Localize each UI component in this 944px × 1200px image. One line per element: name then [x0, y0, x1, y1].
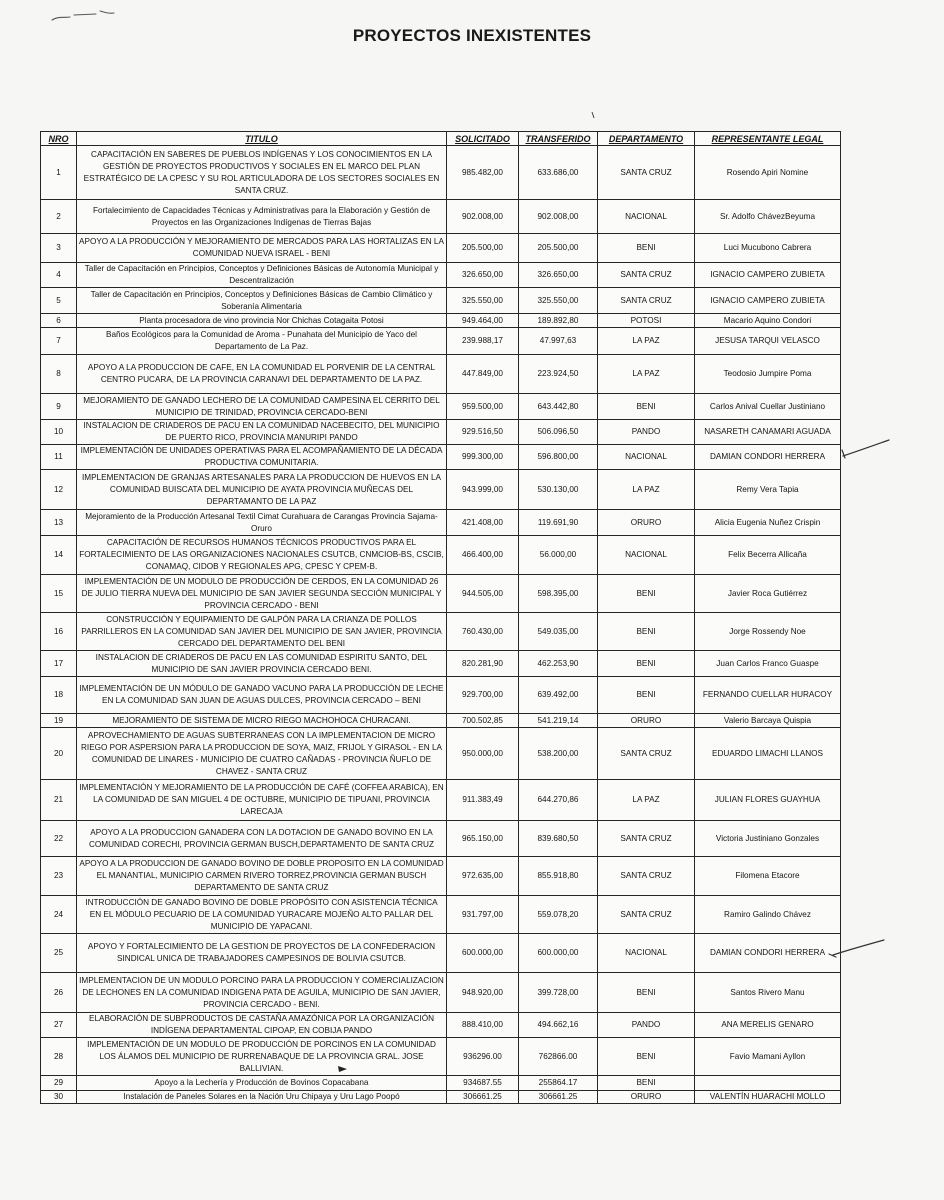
cell-departamento: BENI: [598, 973, 695, 1013]
cell-titulo: Taller de Capacitación en Principios, Conceptos y Definiciones Básicas de Cambio Climático y Soberanía Alimentaria: [77, 288, 447, 314]
cell-departamento: BENI: [598, 394, 695, 420]
cell-departamento: NACIONAL: [598, 445, 695, 470]
cell-departamento: NACIONAL: [598, 934, 695, 973]
cell-representante-legal: Valerio Barcaya Quispia: [695, 714, 841, 728]
cell-solicitado: 326.650,00: [447, 263, 519, 288]
cell-solicitado: 421.408,00: [447, 510, 519, 536]
cell-nro: 14: [41, 536, 77, 575]
cell-titulo: IMPLEMENTACIÓN DE UN MÓDULO DE GANADO VACUNO PARA LA PRODUCCIÓN DE LECHE EN LA COMUNIDAD SAN JUAN DE AGUAS DULCES, PROVINCIA CERCADO – BENI: [77, 677, 447, 714]
cell-titulo: CAPACITACIÓN EN SABERES DE PUEBLOS INDÍGENAS Y LOS CONOCIMIENTOS EN LA GESTIÓN DE PROYECTOS PRODUCTIVOS Y SOCIALES EN EL MARCO DEL PLAN ESTRATÉGICO DE LA CPESC Y SU ROL ARTICULADORA DE LOS SECTORES SOCIALES EN SANTA CRUZ.: [77, 146, 447, 200]
cell-transferido: 530.130,00: [519, 470, 598, 510]
cell-titulo: APOYO A LA PRODUCCION DE GANADO BOVINO DE DOBLE PROPOSITO EN LA COMUNIDAD EL MANANTIAL, MUNICIPIO CARMEN RIVERO TORREZ,PROVINCIA GERMAN BUSCH DEPARTAMENTO DE SANTA CRUZ: [77, 857, 447, 896]
cell-transferido: 255864.17: [519, 1076, 598, 1091]
table-row: [41, 200, 841, 234]
cell-representante-legal: Jorge Rossendy Noe: [695, 613, 841, 651]
cell-nro: 16: [41, 613, 77, 651]
cell-solicitado: 950.000,00: [447, 728, 519, 780]
cell-transferido: 600.000,00: [519, 934, 598, 973]
cell-representante-legal: Carlos Anival Cuellar Justiniano: [695, 394, 841, 420]
cell-departamento: LA PAZ: [598, 470, 695, 510]
table-row: [41, 714, 841, 728]
table-row: [41, 613, 841, 651]
cell-transferido: 559.078,20: [519, 896, 598, 934]
table-row: [41, 288, 841, 314]
cell-departamento: ORURO: [598, 1091, 695, 1104]
cell-solicitado: 944.505,00: [447, 575, 519, 613]
cell-titulo: IMPLEMENTACION DE UN MODULO PORCINO PARA LA PRODUCCION Y COMERCIALIZACION DE LECHONES EN LA COMUNIDAD INDIGENA PATA DE AGUILA, MUNICIPIO DE SAN JAVIER, PROVINCIA CERCADO - BENI.: [77, 973, 447, 1013]
projects-table: [40, 131, 841, 1104]
cell-representante-legal: VALENTÍN HUARACHI MOLLO: [695, 1091, 841, 1104]
cell-titulo: APOYO A LA PRODUCCION GANADERA CON LA DOTACION DE GANADO BOVINO EN LA COMUNIDAD CORECHI, PROVINCIA GERMAN BUSCH,DEPARTAMENTO DE SANTA CRUZ: [77, 821, 447, 857]
cell-titulo: MEJORAMIENTO DE GANADO LECHERO DE LA COMUNIDAD CAMPESINA EL CERRITO DEL MUNICIPIO DE TRINIDAD, PROVINCIA CERCADO-BENI: [77, 394, 447, 420]
cell-departamento: SANTA CRUZ: [598, 896, 695, 934]
table-body: [41, 146, 841, 1104]
handwritten-mark: [592, 112, 594, 118]
table-row: [41, 1091, 841, 1104]
cell-nro: 3: [41, 234, 77, 263]
cell-representante-legal: Victoria Justiniano Gonzales: [695, 821, 841, 857]
table-row: [41, 1076, 841, 1091]
cell-nro: 20: [41, 728, 77, 780]
cell-solicitado: 999.300,00: [447, 445, 519, 470]
table-row: [41, 821, 841, 857]
cell-solicitado: 902.008,00: [447, 200, 519, 234]
cell-departamento: BENI: [598, 1038, 695, 1076]
cell-departamento: SANTA CRUZ: [598, 857, 695, 896]
cell-departamento: SANTA CRUZ: [598, 146, 695, 200]
table-row: [41, 677, 841, 714]
cell-departamento: ORURO: [598, 510, 695, 536]
cell-transferido: 494.662,16: [519, 1013, 598, 1038]
cell-transferido: 119.691,90: [519, 510, 598, 536]
cell-representante-legal: Juan Carlos Franco Guaspe: [695, 651, 841, 677]
table-row: [41, 234, 841, 263]
cell-transferido: 223.924,50: [519, 355, 598, 394]
cell-solicitado: 985.482,00: [447, 146, 519, 200]
header-representante-legal: REPRESENTANTE LEGAL: [695, 132, 841, 146]
table-row: [41, 934, 841, 973]
cell-solicitado: 948.920,00: [447, 973, 519, 1013]
cell-transferido: 325.550,00: [519, 288, 598, 314]
table-row: [41, 896, 841, 934]
cell-solicitado: 325.550,00: [447, 288, 519, 314]
cell-representante-legal: Favio Mamani Ayllon: [695, 1038, 841, 1076]
cell-titulo: IMPLEMENTACIÓN DE UNIDADES OPERATIVAS PARA EL ACOMPAÑAMIENTO DE LA DÉCADA PRODUCTIVA COMUNITARIA.: [77, 445, 447, 470]
cell-transferido: 855.918,80: [519, 857, 598, 896]
cell-solicitado: 205.500,00: [447, 234, 519, 263]
cell-titulo: INTRODUCCIÓN DE GANADO BOVINO DE DOBLE PROPÓSITO CON ASISTENCIA TÉCNICA EN EL MÓDULO PECUARIO DE LA COMUNIDAD YURACARE MOJEÑO ALTO PALLAR DEL MUNICIPIO DE YAPACANI.: [77, 896, 447, 934]
cell-titulo: Apoyo a la Lechería y Producción de Bovinos Copacabana: [77, 1076, 447, 1091]
table-row: [41, 445, 841, 470]
cell-representante-legal: ANA MERELIS GENARO: [695, 1013, 841, 1038]
cell-solicitado: 949.464,00: [447, 314, 519, 328]
handwritten-mark: [842, 440, 889, 458]
table-row: [41, 1038, 841, 1076]
cell-transferido: 839.680,50: [519, 821, 598, 857]
cell-representante-legal: EDUARDO LIMACHI LLANOS: [695, 728, 841, 780]
cell-representante-legal: Luci Mucubono Cabrera: [695, 234, 841, 263]
cell-nro: 19: [41, 714, 77, 728]
cell-nro: 29: [41, 1076, 77, 1091]
cell-solicitado: 936296.00: [447, 1038, 519, 1076]
cell-nro: 2: [41, 200, 77, 234]
table-row: [41, 857, 841, 896]
cell-solicitado: 760.430,00: [447, 613, 519, 651]
cell-representante-legal: IGNACIO CAMPERO ZUBIETA: [695, 288, 841, 314]
cell-titulo: MEJORAMIENTO DE SISTEMA DE MICRO RIEGO MACHOHOCA CHURACANI.: [77, 714, 447, 728]
cell-transferido: 47.997,63: [519, 328, 598, 355]
cell-nro: 11: [41, 445, 77, 470]
cell-nro: 5: [41, 288, 77, 314]
cell-representante-legal: FERNANDO CUELLAR HURACOY: [695, 677, 841, 714]
cell-departamento: BENI: [598, 651, 695, 677]
cell-solicitado: 929.516,50: [447, 420, 519, 445]
cell-representante-legal: Remy Vera Tapia: [695, 470, 841, 510]
cell-representante-legal: Santos Rivero Manu: [695, 973, 841, 1013]
cell-nro: 23: [41, 857, 77, 896]
cell-solicitado: 929.700,00: [447, 677, 519, 714]
cell-titulo: APOYO A LA PRODUCCIÓN Y MEJORAMIENTO DE MERCADOS PARA LAS HORTALIZAS EN LA COMUNIDAD NUEVA ISRAEL - BENI: [77, 234, 447, 263]
cell-transferido: 598.395,00: [519, 575, 598, 613]
cell-nro: 13: [41, 510, 77, 536]
cell-representante-legal: Sr. Adolfo ChávezBeyuma: [695, 200, 841, 234]
cell-solicitado: 820.281,90: [447, 651, 519, 677]
cell-transferido: 205.500,00: [519, 234, 598, 263]
cell-representante-legal: Alicia Eugenia Nuñez Crispin: [695, 510, 841, 536]
cell-representante-legal: Rosendo Apiri Nomine: [695, 146, 841, 200]
cell-transferido: 762866.00: [519, 1038, 598, 1076]
cell-transferido: 538.200,00: [519, 728, 598, 780]
cell-titulo: CONSTRUCCIÓN Y EQUIPAMIENTO DE GALPÓN PARA LA CRIANZA DE POLLOS PARRILLEROS EN LA COMUNIDAD SAN JAVIER DEL MUNICIPIO DE SAN JAVIER, PROVINCIA CERCADO DEL DEPARTAMENTO DEL BENI: [77, 613, 447, 651]
cell-departamento: BENI: [598, 234, 695, 263]
cell-titulo: IMPLEMENTACIÓN Y MEJORAMIENTO DE LA PRODUCCIÓN DE CAFÉ (COFFEA ARABICA), EN LA COMUNIDAD DE SAN MIGUEL 4 DE OCTUBRE, MUNICIPIO DE TIPUANI, PROVINCIA LARECAJA: [77, 780, 447, 821]
cell-solicitado: 700.502,85: [447, 714, 519, 728]
cell-titulo: Fortalecimiento de Capacidades Técnicas y Administrativas para la Elaboración y Gestión de Proyectos en las Organizaciones Indígenas de Tierras Bajas: [77, 200, 447, 234]
cell-departamento: LA PAZ: [598, 355, 695, 394]
cell-representante-legal: Felix Becerra Allicaña: [695, 536, 841, 575]
cell-transferido: 399.728,00: [519, 973, 598, 1013]
header-transferido: TRANSFERIDO: [519, 132, 598, 146]
cell-nro: 6: [41, 314, 77, 328]
cell-departamento: PANDO: [598, 1013, 695, 1038]
cell-titulo: IMPLEMENTACION DE GRANJAS ARTESANALES PARA LA PRODUCCION DE HUEVOS EN LA COMUNIDAD BUISCATA DEL MUNICIPIO DE AYATA PROVINCIA MUÑECAS DEL DEPARTAMANTO DE LA PAZ: [77, 470, 447, 510]
cell-departamento: LA PAZ: [598, 328, 695, 355]
header-solicitado: SOLICITADO: [447, 132, 519, 146]
cell-titulo: IMPLEMENTACIÓN DE UN MODULO DE PRODUCCIÓN DE CERDOS, EN LA COMUNIDAD 26 DE JULIO TIERRA NUEVA DEL MUNICIPIO DE SAN JAVIER SEGUNDA SECCIÓN MUNICIPAL Y PROVINCIA CERCADO - BENI: [77, 575, 447, 613]
cell-representante-legal: DAMIAN CONDORI HERRERA: [695, 445, 841, 470]
cell-nro: 17: [41, 651, 77, 677]
table-row: [41, 314, 841, 328]
cell-representante-legal: JESUSA TARQUI VELASCO: [695, 328, 841, 355]
table-row: [41, 973, 841, 1013]
cell-titulo: Taller de Capacitación en Principios, Conceptos y Definiciones Básicas de Autonomía Municipal y Descentralización: [77, 263, 447, 288]
cell-nro: 25: [41, 934, 77, 973]
cell-transferido: 644.270,86: [519, 780, 598, 821]
cell-departamento: SANTA CRUZ: [598, 728, 695, 780]
cell-transferido: 541.219,14: [519, 714, 598, 728]
cell-titulo: Planta procesadora de vino provincia Nor Chichas Cotagaita Potosi: [77, 314, 447, 328]
cell-departamento: POTOSI: [598, 314, 695, 328]
table-row: [41, 420, 841, 445]
table-row: [41, 536, 841, 575]
cell-departamento: BENI: [598, 613, 695, 651]
cell-transferido: 56.000,00: [519, 536, 598, 575]
cell-solicitado: 239.988,17: [447, 328, 519, 355]
cell-transferido: 643.442,80: [519, 394, 598, 420]
cell-departamento: NACIONAL: [598, 536, 695, 575]
cell-nro: 30: [41, 1091, 77, 1104]
cell-nro: 15: [41, 575, 77, 613]
cell-departamento: PANDO: [598, 420, 695, 445]
cell-departamento: SANTA CRUZ: [598, 288, 695, 314]
cell-titulo: IMPLEMENTACIÓN DE UN MODULO DE PRODUCCIÓN DE PORCINOS EN LA COMUNIDAD LOS ÁLAMOS DEL MUNICIPIO DE RURRENABAQUE DE LA PROVINCIA GRAL. JOSE BALLIVIAN.: [77, 1038, 447, 1076]
cell-transferido: 549.035,00: [519, 613, 598, 651]
page-title: PROYECTOS INEXISTENTES: [352, 26, 592, 45]
cell-titulo: Mejoramiento de la Producción Artesanal Textil Cimat Curahuara de Carangas Provincia Sajama-Oruro: [77, 510, 447, 536]
cell-representante-legal: Javier Roca Gutiérrez: [695, 575, 841, 613]
cell-nro: 27: [41, 1013, 77, 1038]
table-header-row: [41, 132, 841, 146]
cell-nro: 7: [41, 328, 77, 355]
table-row: [41, 780, 841, 821]
cell-titulo: APOYO Y FORTALECIMIENTO DE LA GESTION DE PROYECTOS DE LA CONFEDERACION SINDICAL UNICA DE TRABAJADORES CAMPESINOS DE BOLIVIA CSUTCB.: [77, 934, 447, 973]
cell-transferido: 506.096,50: [519, 420, 598, 445]
cell-nro: 1: [41, 146, 77, 200]
cell-solicitado: 306661.25: [447, 1091, 519, 1104]
cell-solicitado: 972.635,00: [447, 857, 519, 896]
cell-nro: 28: [41, 1038, 77, 1076]
cell-departamento: LA PAZ: [598, 780, 695, 821]
cell-departamento: SANTA CRUZ: [598, 821, 695, 857]
cell-transferido: 902.008,00: [519, 200, 598, 234]
cell-representante-legal: Teodosio Jumpire Poma: [695, 355, 841, 394]
cell-solicitado: 965.150,00: [447, 821, 519, 857]
cell-representante-legal: Macario Aquino Condori: [695, 314, 841, 328]
table-row: [41, 728, 841, 780]
cell-titulo: INSTALACION DE CRIADEROS DE PACU EN LAS COMUNIDAD ESPIRITU SANTO, DEL MUNICIPIO DE SAN JAVIER PROVINCIA CERCADO BENI.: [77, 651, 447, 677]
cell-nro: 18: [41, 677, 77, 714]
cell-departamento: BENI: [598, 677, 695, 714]
table-row: [41, 651, 841, 677]
cell-solicitado: 959.500,00: [447, 394, 519, 420]
cell-titulo: Instalación de Paneles Solares en la Nación Uru Chipaya y Uru Lago Poopó: [77, 1091, 447, 1104]
cell-nro: 22: [41, 821, 77, 857]
cell-nro: 4: [41, 263, 77, 288]
table-row: [41, 1013, 841, 1038]
cell-transferido: 189.892,80: [519, 314, 598, 328]
cell-titulo: CAPACITACIÓN DE RECURSOS HUMANOS TÉCNICOS PRODUCTIVOS PARA EL FORTALECIMIENTO DE LAS ORGANIZACIONES NACIONALES CSUTCB, CNMCIOB-BS, CSCIB, CONAMAQ, CIDOB Y REGIONALES APG, CPESC Y CPEM-B.: [77, 536, 447, 575]
cell-representante-legal: JULIAN FLORES GUAYHUA: [695, 780, 841, 821]
cell-solicitado: 934687.55: [447, 1076, 519, 1091]
cell-nro: 24: [41, 896, 77, 934]
cell-solicitado: 447.849,00: [447, 355, 519, 394]
header-titulo: TITULO: [77, 132, 447, 146]
cell-nro: 21: [41, 780, 77, 821]
cell-titulo: INSTALACION DE CRIADEROS DE PACU EN LA COMUNIDAD NACEBECITO, DEL MUNICIPIO DE PUERTO RICO, PROVINCIA MANURIPI PANDO: [77, 420, 447, 445]
cell-solicitado: 911.383,49: [447, 780, 519, 821]
table-row: [41, 355, 841, 394]
table-row: [41, 146, 841, 200]
cell-solicitado: 931.797,00: [447, 896, 519, 934]
cell-departamento: BENI: [598, 1076, 695, 1091]
cell-nro: 10: [41, 420, 77, 445]
cell-titulo: APOYO A LA PRODUCCION DE CAFE, EN LA COMUNIDAD EL PORVENIR DE LA CENTRAL CENTRO PUCARA, DE LA PROVINCIA CARANAVI DEL DEPARTAMENTO DE LA PAZ.: [77, 355, 447, 394]
cell-nro: 9: [41, 394, 77, 420]
cell-titulo: APROVECHAMIENTO DE AGUAS SUBTERRANEAS CON LA IMPLEMENTACION DE MICRO RIEGO POR ASPERSION PARA LA PRODUCCION DE SOYA, MAIZ, FRIJOL Y GIRASOL - EN LA COMUNIDAD DE LINARES - MUNICIPIO DE CUATRO CAÑADAS - PROVINCIA ÑUFLO DE CHAVEZ - SANTA CRUZ: [77, 728, 447, 780]
cell-nro: 12: [41, 470, 77, 510]
header-departamento: DEPARTAMENTO: [598, 132, 695, 146]
table-row: [41, 328, 841, 355]
cell-transferido: 462.253,90: [519, 651, 598, 677]
cell-representante-legal: [695, 1076, 841, 1091]
cell-solicitado: 888.410,00: [447, 1013, 519, 1038]
cell-departamento: NACIONAL: [598, 200, 695, 234]
cell-transferido: 633.686,00: [519, 146, 598, 200]
cell-solicitado: 943.999,00: [447, 470, 519, 510]
table-row: [41, 470, 841, 510]
table-row: [41, 394, 841, 420]
table-row: [41, 575, 841, 613]
cell-representante-legal: Filomena Etacore: [695, 857, 841, 896]
cell-departamento: SANTA CRUZ: [598, 263, 695, 288]
cell-representante-legal: DAMIAN CONDORI HERRERA: [695, 934, 841, 973]
cell-transferido: 596.800,00: [519, 445, 598, 470]
cell-transferido: 306661.25: [519, 1091, 598, 1104]
cell-solicitado: 600.000,00: [447, 934, 519, 973]
cell-nro: 26: [41, 973, 77, 1013]
cell-representante-legal: NASARETH CANAMARI AGUADA: [695, 420, 841, 445]
header-nro: NRO: [41, 132, 77, 146]
cell-representante-legal: Ramiro Galindo Chávez: [695, 896, 841, 934]
cell-transferido: 326.650,00: [519, 263, 598, 288]
cell-nro: 8: [41, 355, 77, 394]
cell-titulo: ELABORACIÓN DE SUBPRODUCTOS DE CASTAÑA AMAZÓNICA POR LA ORGANIZACIÓN INDÍGENA DEPARTAMENTAL CIPOAP, EN COBIJA PANDO: [77, 1013, 447, 1038]
handwritten-mark: [52, 11, 114, 20]
cell-titulo: Baños Ecológicos para la Comunidad de Aroma - Punahata del Municipio de Yaco del Departamento de La Paz.: [77, 328, 447, 355]
cell-transferido: 639.492,00: [519, 677, 598, 714]
cell-departamento: ORURO: [598, 714, 695, 728]
cell-representante-legal: IGNACIO CAMPERO ZUBIETA: [695, 263, 841, 288]
cell-departamento: BENI: [598, 575, 695, 613]
table-row: [41, 510, 841, 536]
cell-solicitado: 466.400,00: [447, 536, 519, 575]
table-row: [41, 263, 841, 288]
